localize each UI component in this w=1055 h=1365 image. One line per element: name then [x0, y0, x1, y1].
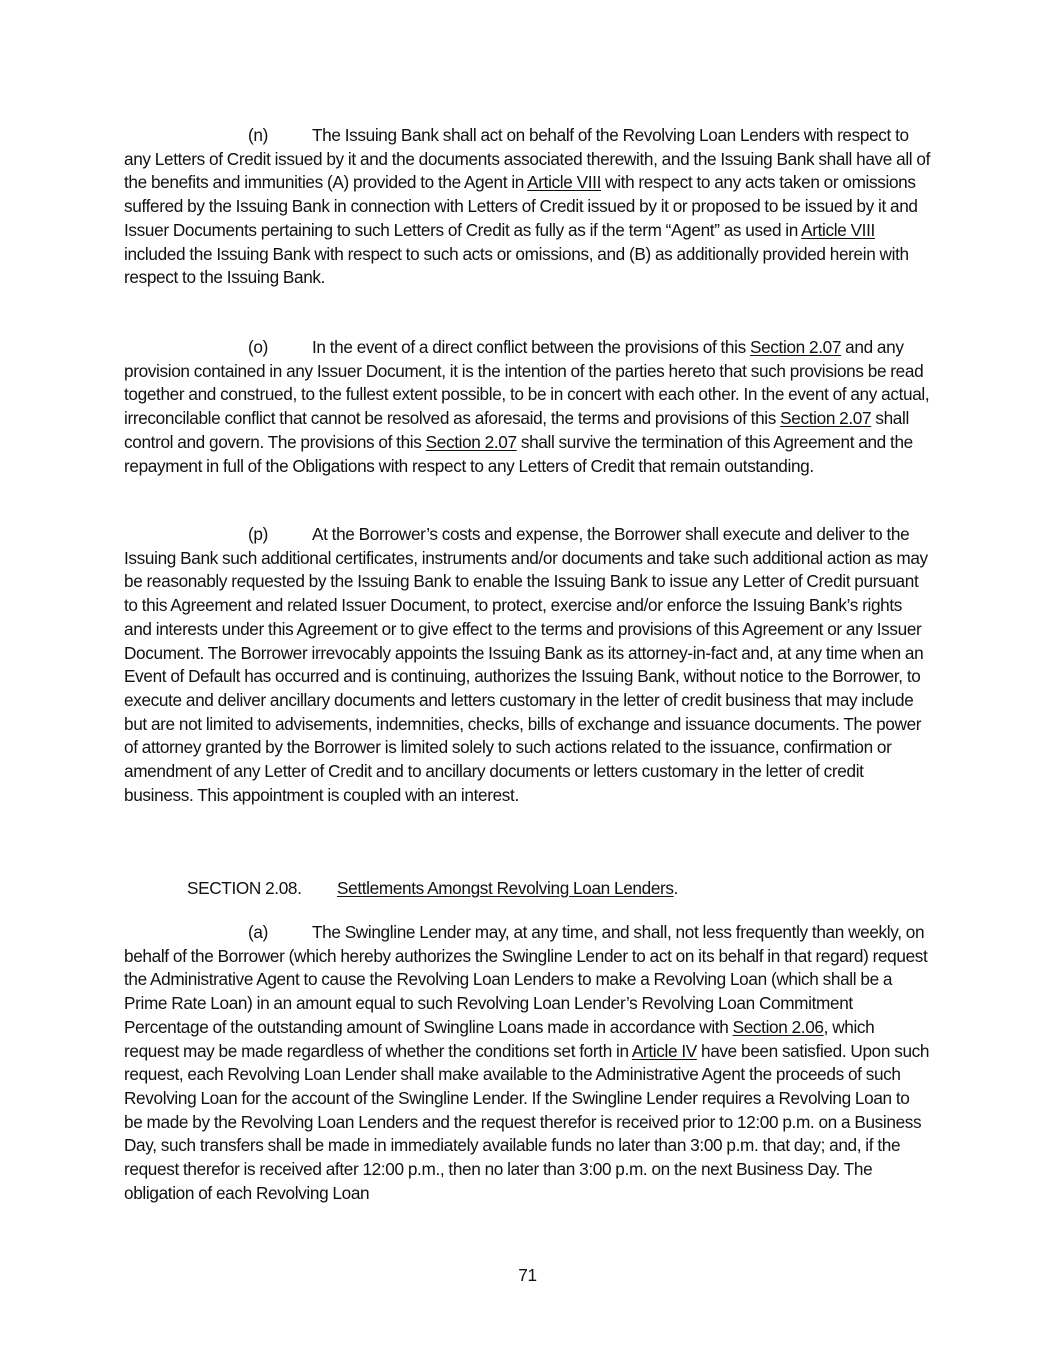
paragraph-text: and any provision contained in any Issuer Document, it is the intention of the parties hereto that such provisions be read together and construed, to the fullest extent possible, to be in concert with each other. In the event of any actual, irreconcilable conflict that cannot be resolved as aforesaid, the terms and provisions of this — [124, 337, 930, 429]
paragraph-marker: (o) — [248, 337, 268, 357]
paragraph-p — [124, 523, 932, 807]
section-number: SECTION 2.08. — [187, 878, 302, 898]
section-heading — [187, 877, 678, 901]
cross-reference-link[interactable]: Article IV — [631, 1040, 697, 1061]
section-title: Settlements Amongst Revolving Loan Lenders — [337, 878, 674, 898]
paragraph-text: The Swingline Lender may, at any time, and shall, not less frequently than weekly, on behalf of the Borrower (which hereby authorizes the Swingline Lender to act on its behalf in that regard) request the Administrative Agent to cause the Revolving Loan Lenders to make a Revolving Loan (which shall be a Prime Rate Loan) in an amount equal to such Revolving Loan Lender’s Revolving Loan Commitment Percentage of the outstanding amount of Swingline Loans made in accordance with — [124, 922, 928, 1037]
paragraph-text: The Issuing Bank shall act on behalf of the Revolving Loan Lenders with respect to any Letters of Credit issued by it and the documents associated therewith, and the Issuing Bank shall have all of the benefits and immunities (A) provided to the Agent in — [124, 125, 931, 193]
paragraph-text: included the Issuing Bank with respect to such acts or omissions, and (B) as additionally provided herein with respect to the Issuing Bank. — [124, 243, 909, 288]
cross-reference-link[interactable]: Section 2.07 — [425, 431, 517, 452]
paragraph-n — [124, 124, 932, 290]
paragraph-marker: (a) — [248, 922, 268, 942]
section-title-period: . — [673, 878, 679, 898]
paragraph-text: shall survive the termination of this Agreement and the repayment in full of the Obligations with respect to any Letters of Credit that remain outstanding. — [124, 431, 913, 476]
cross-reference-link[interactable]: Section 2.06 — [732, 1016, 824, 1037]
cross-reference-link[interactable]: Section 2.07 — [749, 337, 842, 357]
cross-reference-link[interactable]: Article VIII — [527, 172, 601, 193]
paragraph-text: , which request may be made regardless of whether the conditions set forth in — [124, 1016, 875, 1061]
paragraph-a — [124, 921, 932, 1205]
paragraph-marker: (n) — [248, 125, 268, 145]
paragraph-text: In the event of a direct conflict between the provisions of this — [312, 337, 750, 357]
paragraph-marker: (p) — [248, 524, 268, 544]
paragraph-text: with respect to any acts taken or omissions suffered by the Issuing Bank in connection with Letters of Credit issued by it or proposed to be issued by it and Issuer Documents pertaining to such Letters of Credit as fully as if the term “Agent” as used in — [124, 172, 918, 240]
paragraph-o — [124, 336, 932, 478]
cross-reference-link[interactable]: Section 2.07 — [780, 408, 872, 429]
page-number: 71 — [518, 1265, 537, 1285]
cross-reference-link[interactable]: Article VIII — [801, 219, 875, 240]
paragraph-text: At the Borrower’s costs and expense, the Borrower shall execute and deliver to the Issuing Bank such additional certificates, instruments and/or documents and take such additional action as may be reasonably requested by the Issuing Bank to enable the Issuing Bank to issue any Letter of Credit pursuant to this Agreement and related Issuer Document, to protect, exercise and/or enforce the Issuing Bank’s rights and interests under this Agreement or to give effect to the terms and provisions of this Agreement or any Issuer Document. The Borrower irrevocably appoints the Issuing Bank as its attorney-in-fact and, at any time when an Event of Default has occurred and is continuing, authorizes the Issuing Bank, without notice to the Borrower, to execute and deliver ancillary documents and letters customary in the letter of credit business that may include but are not limited to advisements, indemnities, checks, bills of exchange and issuance documents. The power of attorney granted by the Borrower is limited solely to such actions related to the issuance, confirmation or amendment of any Letter of Credit and to ancillary documents or letters customary in the letter of credit business. This appointment is coupled with an interest. — [124, 524, 928, 805]
paragraph-text: shall control and govern. The provisions of this — [124, 408, 909, 452]
paragraph-text: have been satisfied. Upon such request, each Revolving Loan Lender shall make available to the Administrative Agent the proceeds of such Revolving Loan for the account of the Swingline Lender. If the Swingline Lender requires a Revolving Loan to be made by the Revolving Loan Lenders and the request therefor is received prior to 12:00 p.m. on a Business Day, such transfers shall be made in immediately available funds no later than 3:00 p.m. that day; and, if the request therefor is received after 12:00 p.m., then no later than 3:00 p.m. on the next Business Day. The obligation of each Revolving Loan — [124, 1040, 930, 1203]
